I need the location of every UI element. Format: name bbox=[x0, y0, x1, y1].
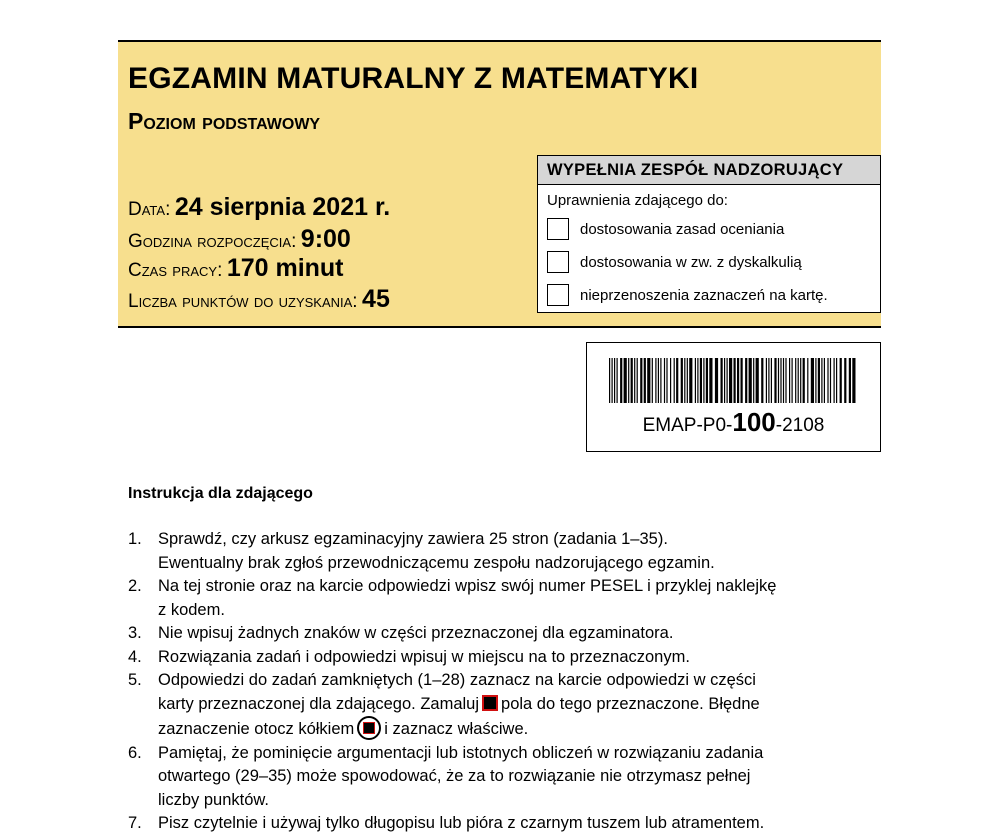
instruction-item bbox=[128, 528, 888, 575]
circled-box-icon bbox=[357, 716, 381, 740]
barcode-bar bbox=[741, 358, 743, 403]
instruction-line: Nie wpisuj żadnych znaków w części przeznaczonej dla egzaminatora. bbox=[158, 624, 674, 642]
points-value: 45 bbox=[362, 285, 390, 313]
barcode-bar bbox=[789, 358, 790, 403]
barcode-bar bbox=[637, 358, 638, 403]
barcode-bar bbox=[709, 358, 712, 403]
barcode-bar bbox=[729, 358, 732, 403]
date-label: Data: bbox=[128, 199, 171, 220]
barcode-bar bbox=[783, 358, 784, 403]
barcode-bar bbox=[778, 358, 779, 403]
barcode-bar bbox=[795, 358, 796, 403]
barcode-bar bbox=[745, 358, 747, 403]
barcode-bar bbox=[761, 358, 763, 403]
instruction-line: Rozwiązania zadań i odpowiedzi wpisuj w miejscu na to przeznaczonym. bbox=[158, 647, 690, 666]
instruction-line: Pamiętaj, że pominięcie argumentacji lub istotnych obliczeń w rozwiązaniu zadania bbox=[158, 743, 764, 762]
barcode-bar bbox=[689, 358, 692, 403]
instruction-line: liczby punktów. bbox=[158, 790, 269, 809]
instruction-item bbox=[128, 812, 888, 836]
barcode-bar bbox=[706, 358, 708, 403]
barcode-bar bbox=[664, 358, 665, 403]
instruction-line: z kodem. bbox=[158, 600, 225, 619]
exam-points bbox=[128, 285, 390, 314]
instruction-number: 5. bbox=[128, 671, 142, 689]
barcode-bar bbox=[774, 358, 776, 403]
barcode-bar bbox=[834, 358, 835, 403]
barcode-bar bbox=[768, 358, 769, 403]
points-label: Liczba punktów do uzyskania: bbox=[128, 291, 358, 312]
barcode-bar bbox=[727, 358, 728, 403]
barcode-bar bbox=[666, 358, 667, 403]
exam-title: EGZAMIN MATURALNY Z MATEMATYKI bbox=[128, 62, 699, 95]
instruction-text: zaznaczenie otocz kółkiem bbox=[158, 720, 355, 738]
instruction-number: 4. bbox=[128, 647, 142, 666]
barcode-bar bbox=[780, 358, 781, 403]
instruction-number: 2. bbox=[128, 577, 142, 595]
exam-code-prefix: EMAP-P0- bbox=[642, 415, 733, 436]
accommodation-option-label: nieprzenoszenia zaznaczeń na kartę. bbox=[580, 286, 828, 304]
barcode-bar bbox=[647, 358, 650, 403]
accommodation-checkbox[interactable] bbox=[547, 218, 569, 240]
barcode-bar bbox=[644, 358, 646, 403]
barcode-bar bbox=[660, 358, 661, 403]
barcode-bar bbox=[620, 358, 622, 403]
barcode-bar bbox=[771, 358, 772, 403]
barcode-bar bbox=[670, 358, 671, 403]
barcode-bar bbox=[684, 358, 685, 403]
instruction-number: 3. bbox=[128, 624, 142, 642]
instruction-text: pola do tego przeznaczone. Błędne bbox=[501, 694, 760, 713]
barcode-bar bbox=[766, 358, 767, 403]
barcode-bar bbox=[749, 358, 752, 403]
barcode-bar bbox=[824, 358, 825, 403]
barcode-bar bbox=[640, 358, 642, 403]
accommodation-checkbox[interactable] bbox=[547, 284, 569, 306]
accommodation-option bbox=[547, 217, 784, 241]
accommodation-option bbox=[547, 250, 802, 274]
supervisor-panel-subheading: Uprawnienia zdającego do: bbox=[547, 192, 728, 209]
accommodation-option bbox=[547, 283, 828, 307]
supervisor-panel bbox=[537, 155, 881, 313]
barcode-bar bbox=[631, 358, 633, 403]
barcode-bar bbox=[818, 358, 820, 403]
start-label: Godzina rozpoczęcia: bbox=[128, 231, 297, 252]
barcode-bar bbox=[652, 358, 653, 403]
exam-date bbox=[128, 193, 390, 222]
barcode-bar bbox=[844, 358, 846, 403]
barcode-bar bbox=[803, 358, 805, 403]
barcode-bar bbox=[676, 358, 678, 403]
instruction-number: 6. bbox=[128, 743, 142, 762]
barcode-bar bbox=[840, 358, 842, 403]
barcode-bar bbox=[715, 358, 718, 403]
date-value: 24 sierpnia 2021 r. bbox=[174, 193, 391, 221]
exam-level: Poziom podstawowy bbox=[128, 108, 321, 134]
barcode-bar bbox=[827, 358, 828, 403]
accommodation-option-label: dostosowania zasad oceniania bbox=[580, 220, 785, 238]
barcode-bar bbox=[821, 358, 822, 403]
instruction-line bbox=[158, 716, 888, 742]
instruction-line: Ewentualny brak zgłoś przewodniczącemu zespołu nadzorującego egzamin. bbox=[158, 553, 715, 572]
exam-code-suffix: -2108 bbox=[775, 415, 825, 436]
barcode-bar bbox=[798, 358, 799, 403]
instruction-item bbox=[128, 742, 888, 813]
exam-code bbox=[587, 407, 880, 438]
barcode-bar bbox=[703, 358, 704, 403]
barcode-bar bbox=[785, 358, 786, 403]
exam-code-main: 100 bbox=[732, 407, 776, 437]
instruction-item bbox=[128, 575, 888, 622]
instruction-line bbox=[158, 693, 888, 717]
barcode-bar bbox=[609, 358, 610, 403]
instruction-text: i zaznacz właściwe. bbox=[384, 720, 529, 738]
barcode-bar bbox=[721, 358, 723, 403]
barcode-bar bbox=[724, 358, 725, 403]
instruction-item bbox=[128, 622, 888, 646]
barcode-bar bbox=[830, 358, 831, 403]
barcode-bar bbox=[792, 358, 793, 403]
barcode-box bbox=[586, 342, 881, 452]
barcode-image bbox=[609, 358, 860, 403]
barcode-bar bbox=[815, 358, 816, 403]
barcode-bar bbox=[681, 358, 683, 403]
duration-value: 170 minut bbox=[226, 254, 344, 282]
instruction-line: otwartego (29–35) może spowodować, że za to rozwiązanie nie otrzymasz pełnej bbox=[158, 767, 751, 785]
barcode-bar bbox=[655, 358, 656, 403]
exam-duration bbox=[128, 254, 344, 283]
instruction-line: Sprawdź, czy arkusz egzaminacyjny zawiera 25 stron (zadania 1–35). bbox=[158, 530, 668, 548]
barcode-bar bbox=[753, 358, 754, 403]
instruction-number: 7. bbox=[128, 814, 142, 832]
start-value: 9:00 bbox=[300, 225, 351, 253]
instruction-line: Odpowiedzi do zadań zamkniętych (1–28) zaznacz na karcie odpowiedzi w części bbox=[158, 671, 756, 689]
barcode-bar bbox=[700, 358, 702, 403]
barcode-bar bbox=[697, 358, 698, 403]
barcode-bar bbox=[628, 358, 629, 403]
barcode-bar bbox=[852, 358, 855, 403]
barcode-bar bbox=[658, 358, 659, 403]
instruction-number: 1. bbox=[128, 530, 142, 548]
instructions-heading: Instrukcja dla zdającego bbox=[128, 485, 313, 502]
instruction-line: Pisz czytelnie i używaj tylko długopisu lub pióra z czarnym tuszem lub atramentem. bbox=[158, 814, 765, 832]
instruction-item bbox=[128, 669, 888, 742]
barcode-bar bbox=[734, 358, 736, 403]
barcode-bar bbox=[624, 358, 627, 403]
instruction-item bbox=[128, 646, 888, 670]
filled-box-icon bbox=[482, 695, 498, 711]
barcode-bar bbox=[800, 358, 801, 403]
instructions-list bbox=[128, 528, 888, 836]
instruction-line: Na tej stronie oraz na karcie odpowiedzi wpisz swój numer PESEL i przyklej naklejkę bbox=[158, 577, 777, 595]
exam-start-time bbox=[128, 225, 351, 254]
barcode-bar bbox=[737, 358, 739, 403]
barcode-bar bbox=[695, 358, 696, 403]
barcode-bar bbox=[756, 358, 759, 403]
barcode-bar bbox=[612, 358, 613, 403]
barcode-bar bbox=[634, 358, 635, 403]
barcode-bar bbox=[811, 358, 814, 403]
accommodation-option-label: dostosowania w zw. z dyskalkulią bbox=[580, 253, 802, 271]
barcode-bar bbox=[674, 358, 675, 403]
duration-label: Czas pracy: bbox=[128, 260, 223, 281]
barcode-bar bbox=[849, 358, 851, 403]
barcode-bar bbox=[614, 358, 615, 403]
supervisor-panel-heading: WYPEŁNIA ZESPÓŁ NADZORUJĄCY bbox=[538, 156, 880, 185]
barcode-bar bbox=[687, 358, 688, 403]
barcode-bar bbox=[617, 358, 618, 403]
accommodation-checkbox[interactable] bbox=[547, 251, 569, 273]
barcode-bar bbox=[807, 358, 808, 403]
barcode-bar bbox=[836, 358, 837, 403]
instruction-text: karty przeznaczonej dla zdającego. Zamaluj bbox=[158, 694, 480, 713]
